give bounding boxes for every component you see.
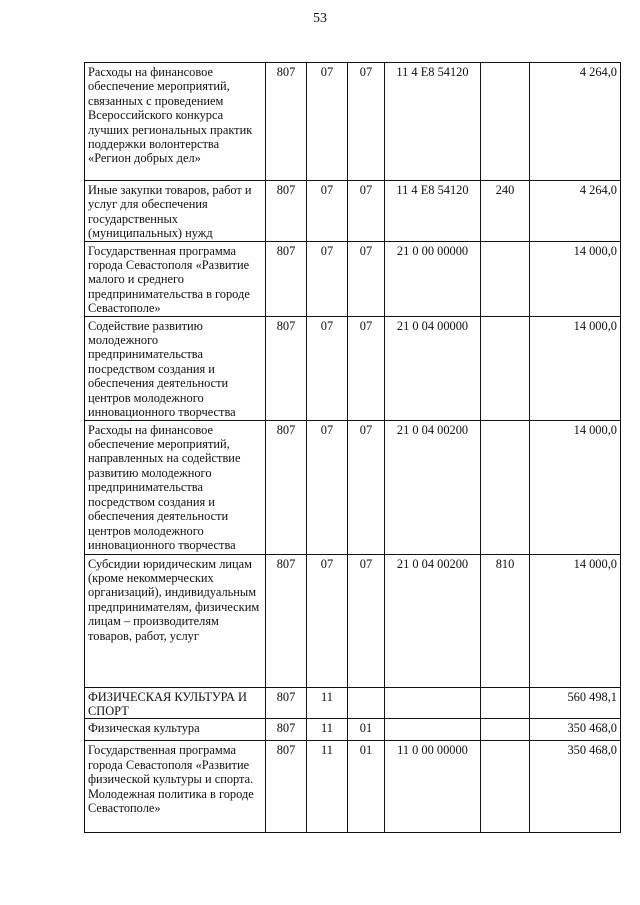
row-pr: 07 — [348, 181, 385, 242]
row-pr: 01 — [348, 719, 385, 741]
table-row — [85, 554, 621, 687]
row-sum: 560 498,1 — [530, 687, 621, 719]
row-sum: 4 264,0 — [530, 63, 621, 181]
table-row — [85, 687, 621, 719]
row-rz: 07 — [307, 316, 348, 420]
row-sum: 14 000,0 — [530, 554, 621, 687]
row-pr: 07 — [348, 241, 385, 316]
row-name: Физическая культура — [85, 719, 266, 741]
row-sum: 14 000,0 — [530, 420, 621, 554]
table-row — [85, 741, 621, 833]
row-sum: 350 468,0 — [530, 719, 621, 741]
row-sum: 350 468,0 — [530, 741, 621, 833]
row-pr: 01 — [348, 741, 385, 833]
row-ved: 807 — [266, 420, 307, 554]
row-ved: 807 — [266, 63, 307, 181]
row-pr: 07 — [348, 420, 385, 554]
row-rz: 11 — [307, 741, 348, 833]
row-rz: 07 — [307, 241, 348, 316]
table-row — [85, 719, 621, 741]
row-vr — [481, 741, 530, 833]
row-rz: 07 — [307, 63, 348, 181]
row-name: ФИЗИЧЕСКАЯ КУЛЬТУРА И СПОРТ — [85, 687, 266, 719]
row-ved: 807 — [266, 241, 307, 316]
row-sum: 4 264,0 — [530, 181, 621, 242]
table-row — [85, 63, 621, 181]
row-pr: 07 — [348, 316, 385, 420]
row-sum: 14 000,0 — [530, 316, 621, 420]
row-rz: 07 — [307, 420, 348, 554]
row-name: Государственная программа города Севастополя «Развитие физической культуры и спорта. Молодежная политика в городе Севастополе» — [85, 741, 266, 833]
row-ved: 807 — [266, 719, 307, 741]
row-sum: 14 000,0 — [530, 241, 621, 316]
row-pr: 07 — [348, 63, 385, 181]
row-csr: 11 4 Е8 54120 — [385, 181, 481, 242]
row-vr — [481, 63, 530, 181]
row-ved: 807 — [266, 687, 307, 719]
row-csr — [385, 719, 481, 741]
row-pr: 07 — [348, 554, 385, 687]
table-row — [85, 181, 621, 242]
row-vr — [481, 316, 530, 420]
row-vr — [481, 420, 530, 554]
row-ved: 807 — [266, 316, 307, 420]
row-ved: 807 — [266, 554, 307, 687]
row-rz: 07 — [307, 554, 348, 687]
row-rz: 11 — [307, 687, 348, 719]
row-name: Государственная программа города Севастополя «Развитие малого и среднего предпринимательства в городе Севастополе» — [85, 241, 266, 316]
row-pr — [348, 687, 385, 719]
row-name: Расходы на финансовое обеспечение мероприятий, связанных с проведением Всероссийского конкурса лучших региональных практик поддержки волонтерства «Регион добрых дел» — [85, 63, 266, 181]
row-name: Иные закупки товаров, работ и услуг для обеспечения государственных (муниципальных) нужд — [85, 181, 266, 242]
row-ved: 807 — [266, 741, 307, 833]
row-name: Субсидии юридическим лицам (кроме некоммерческих организаций), индивидуальным предпринимателям, физическим лицам – производителям товаров, работ, услуг — [85, 554, 266, 687]
row-csr: 21 0 00 00000 — [385, 241, 481, 316]
row-vr — [481, 719, 530, 741]
page-number: 53 — [313, 11, 327, 26]
row-csr — [385, 687, 481, 719]
row-csr: 11 0 00 00000 — [385, 741, 481, 833]
table-row — [85, 316, 621, 420]
row-csr: 21 0 04 00000 — [385, 316, 481, 420]
row-name: Содействие развитию молодежного предпринимательства посредством создания и обеспечения деятельности центров молодежного инновационного творчества — [85, 316, 266, 420]
row-ved: 807 — [266, 181, 307, 242]
row-rz: 07 — [307, 181, 348, 242]
row-vr: 240 — [481, 181, 530, 242]
row-vr: 810 — [481, 554, 530, 687]
row-rz: 11 — [307, 719, 348, 741]
row-vr — [481, 687, 530, 719]
budget-table — [84, 62, 621, 833]
row-csr: 11 4 Е8 54120 — [385, 63, 481, 181]
row-csr: 21 0 04 00200 — [385, 554, 481, 687]
table-row — [85, 241, 621, 316]
row-csr: 21 0 04 00200 — [385, 420, 481, 554]
row-vr — [481, 241, 530, 316]
row-name: Расходы на финансовое обеспечение мероприятий, направленных на содействие развитию молодежного предпринимательства посредством создания и обеспечения деятельности центров молодежного инновационного творчества — [85, 420, 266, 554]
table-row — [85, 420, 621, 554]
